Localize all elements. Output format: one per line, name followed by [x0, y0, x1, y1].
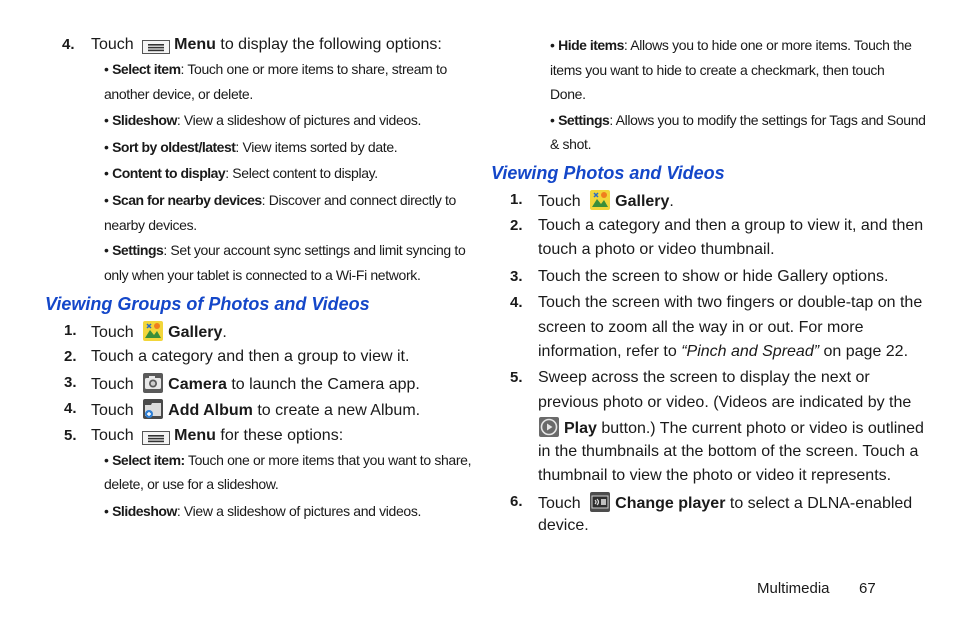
bullet-select-item: • Select item: Touch one or more items to share, stream to	[104, 61, 447, 77]
step-text: previous photo or video. (Videos are indicated by the	[538, 394, 912, 411]
bullet-scan: • Scan for nearby devices: Discover and connect directly to	[104, 192, 456, 208]
step-text: touch a photo or video thumbnail.	[538, 241, 775, 258]
step-gallery: Touch Gallery.	[91, 320, 227, 349]
step-menu-intro: Touch Menu to display the following options:	[91, 34, 442, 61]
step-text: Touch the screen with two fingers or double-tap on the	[538, 294, 923, 311]
bullet-select-item: • Select item: Touch one or more items that you want to share,	[104, 452, 472, 468]
bullet-continuation: & shot.	[550, 136, 592, 152]
gallery-icon	[142, 320, 164, 349]
step-text: Touch a category and then a group to view it.	[91, 348, 410, 365]
bullet-sort: • Sort by oldest/latest: View items sorted by date.	[104, 139, 398, 155]
step-number: 3.	[510, 268, 523, 285]
step-number: 5.	[510, 369, 523, 386]
step-menu-options: Touch Menu for these options:	[91, 425, 343, 452]
step-text: Touch the screen to show or hide Gallery options.	[538, 268, 889, 285]
bullet-continuation: only when your tablet is connected to a Wi-Fi network.	[104, 267, 421, 283]
bullet-slideshow: • Slideshow: View a slideshow of pictures and videos.	[104, 112, 422, 128]
footer-section: Multimedia	[757, 580, 830, 597]
step-number: 2.	[510, 217, 523, 234]
camera-icon	[142, 372, 164, 401]
step-text: Sweep across the screen to display the next or	[538, 369, 870, 386]
step-number: 4.	[62, 36, 75, 53]
step-add-album: Touch Add Album to create a new Album.	[91, 398, 420, 427]
bullet-hide-items: • Hide items: Allows you to hide one or more items. Touch the	[550, 37, 912, 53]
step-gallery: Touch Gallery.	[538, 189, 674, 218]
step-number: 6.	[510, 493, 523, 510]
step-text: Play button.) The current photo or video is outlined	[538, 416, 924, 445]
bullet-slideshow: • Slideshow: View a slideshow of pictures and videos.	[104, 503, 422, 519]
add-album-icon	[142, 398, 164, 427]
bullet-settings: • Settings: Allows you to modify the settings for Tags and Sound	[550, 112, 926, 128]
step-number: 4.	[64, 400, 77, 417]
step-text: device.	[538, 517, 589, 534]
section-heading: Viewing Groups of Photos and Videos	[45, 294, 370, 314]
step-number: 1.	[510, 191, 523, 208]
step-camera: Touch Camera to launch the Camera app.	[91, 372, 420, 401]
step-text: thumbnail to view the photo or video it represents.	[538, 467, 892, 484]
section-heading: Viewing Photos and Videos	[491, 163, 725, 183]
step-change-player: Touch Change player to select a DLNA-enabled	[538, 491, 912, 520]
bullet-continuation: nearby devices.	[104, 217, 197, 233]
step-text: in the thumbnails at the bottom of the screen. Touch a	[538, 443, 919, 460]
change-player-icon	[589, 491, 611, 520]
step-text: Touch a category and then a group to view it, and then	[538, 217, 924, 234]
bullet-continuation: another device, or delete.	[104, 86, 253, 102]
bullet-settings: • Settings: Set your account sync settings and limit syncing to	[104, 242, 466, 258]
page-number: 67	[859, 580, 876, 597]
bullet-content: • Content to display: Select content to display.	[104, 165, 378, 181]
step-number: 1.	[64, 322, 77, 339]
bullet-continuation: items you want to hide to create a checkmark, then touch	[550, 62, 885, 78]
gallery-icon	[589, 189, 611, 218]
step-number: 4.	[510, 294, 523, 311]
step-text: screen to zoom all the way in or out. For more	[538, 319, 864, 336]
bullet-continuation: Done.	[550, 86, 586, 102]
cross-reference-link[interactable]: “Pinch and Spread”	[681, 343, 820, 360]
step-number: 2.	[64, 348, 77, 365]
step-number: 3.	[64, 374, 77, 391]
step-number: 5.	[64, 427, 77, 444]
bullet-continuation: delete, or use for a slideshow.	[104, 476, 279, 492]
step-text: information, refer to “Pinch and Spread” on page 22.	[538, 343, 909, 360]
